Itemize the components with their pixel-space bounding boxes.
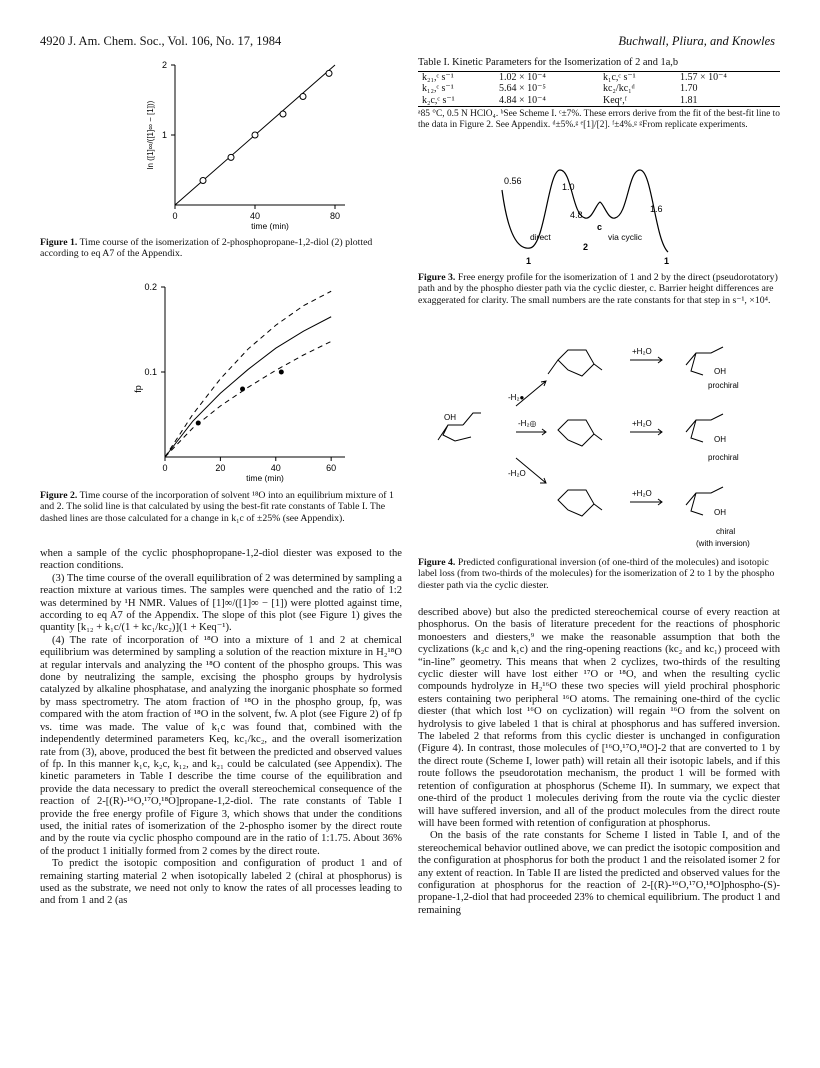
x-tick-label: 0 (172, 211, 178, 221)
oh-label: OH (714, 435, 726, 444)
x-axis-label: time (min) (251, 221, 289, 231)
y-tick-label: 2 (161, 60, 167, 70)
running-header-left: 4920 J. Am. Chem. Soc., Vol. 106, No. 17, 1984 (40, 34, 282, 48)
chiral-sub-label: (with inversion) (696, 539, 750, 548)
table-cell: 1.57 × 10⁻⁴ (679, 71, 727, 83)
data-point (252, 132, 258, 138)
loss-label: -H₂◎ (518, 419, 537, 428)
running-header-right: Buchwall, Pliura, and Knowles (618, 34, 775, 48)
energy-curve (502, 170, 668, 252)
dashed-series-line (165, 291, 331, 457)
figure3-caption-text: Free energy profile for the isomerization of 1 and 2 by the direct (pseudorotatory) path and by the phospho diester path via the cyclic diester, c. Barrier height differences are exaggerated for clarity. The small numbers are the rate constants for that step in s⁻¹, ×10⁴. (418, 272, 778, 306)
figure1-caption (40, 237, 402, 260)
figure2-caption-label: Figure 2. (40, 490, 78, 501)
x-tick-label: 60 (326, 463, 337, 473)
rate-label: 4.8 (570, 210, 583, 220)
table-cell: k₁₂,ᶜ s⁻¹ (422, 83, 454, 95)
x-tick-label: 40 (270, 463, 281, 473)
table-cell: 5.64 × 10⁻⁵ (499, 83, 546, 95)
figure4-caption (418, 557, 780, 591)
table1-footnote: ᵃ85 °C, 0.5 N HClO₄. ᵇSee Scheme I. ᶜ±7%. These errors derive from the fit of the best-fit line to the data in Figure 2. See Appendix. ᵈ±5%.ᵍ ᵉ[1]/[2]. ᶠ±4%.ᵍ ᵍFrom replicate experiments. (418, 109, 780, 131)
table-cell: k₂₁,ᶜ s⁻¹ (422, 71, 454, 83)
oh-label: OH (714, 508, 726, 517)
cyclic-diester-bottom (558, 490, 602, 516)
water-label: +H₂O (632, 489, 652, 498)
table1 (418, 57, 780, 131)
prochiral-label: prochiral (708, 381, 739, 390)
figure4-caption-label: Figure 4. (418, 557, 456, 568)
left-column-text (40, 548, 402, 908)
table-cell: 4.84 × 10⁻⁴ (499, 94, 546, 106)
rate-label: 0.56 (504, 176, 522, 186)
figure1-plot (130, 55, 360, 235)
paragraph: To predict the isotopic composition and configuration of product 1 and of remaining starting material 2 when isotopically labeled 2 (chiral at phosphorus) is used as the substrate, we need not only to know the rates of all processes leading to and from 1 and 2 (as (40, 858, 402, 907)
data-point (200, 178, 206, 184)
water-label: +H₂O (632, 419, 652, 428)
arrow-top-right (630, 357, 662, 363)
cyclic-diester-top (548, 350, 602, 376)
paragraph: when a sample of the cyclic phosphopropane-1,2-diol diester was exposed to the reaction conditions. (40, 548, 402, 572)
data-point (240, 387, 245, 392)
rate-label: 1.6 (650, 204, 663, 214)
data-point (326, 70, 332, 76)
species-label: 1 (526, 256, 532, 266)
species-label: c (597, 222, 603, 232)
data-point (280, 111, 286, 117)
paragraph: On the basis of the rate constants for Scheme I listed in Table I, and of the stereochemical behavior outlined above, we can predict the isotopic composition and the configuration at phosphorus for both the product 1 and the reisolated isomer 2 for any extent of reaction. In Table II are listed the predicted and observed values for the configuration at phosphorus for the reaction of 2-[(R)-¹⁶O,¹⁷O,¹⁸O]phospho-(S)-propane-1,2-diol that had proceeded 23% to chemical equilibrium. The product 1 and remaining (418, 830, 780, 916)
paragraph: (3) The time course of the overall equilibration of 2 was determined by sampling a reaction mixture at various times. The samples were quenched and the ratio of 1:2 was determined by ¹H NMR. Values of [1]∞/([1]∞ − [1]) were plotted against time, according to eq A7 of the Appendix. The slope of this plot (see Figure 1) gives the quantity [k₁₂ + k₁c/(1 + kc₁/kc₂)](1 + Keq⁻¹). (40, 572, 402, 634)
species-label: 2 (583, 242, 589, 252)
x-axis-label: time (min) (246, 473, 284, 483)
arrow-middle-right (630, 429, 662, 435)
right-column-text (418, 607, 780, 917)
table-cell: 1.81 (679, 94, 698, 106)
chiral-label: chiral (716, 527, 736, 536)
table-cell: Keqᵉ,ᶠ (602, 94, 627, 106)
paragraph: (4) The rate of incorporation of ¹⁸O into a mixture of 1 and 2 at chemical equilibrium was determined by sampling a solution of the reaction mixture in H₂¹⁸O at regular intervals and analyzing the ¹⁸O content of the phospho groups. This was done by neutralizing the sample, excising the phospho groups by hydrolysis catalyzed by alkaline phosphatase, and analyzing the inorganic phosphate so formed by mass spectrometry. The atom fraction of ¹⁸O in the phospho group, fp, was compared with the atom fraction of ¹⁸O in the solvent, fw. A plot (see Figure 2) of fp vs. time was made. The value of k₁c was found that, combined with the independently determined parameters Keq, kc₁/kc₂, and the overall isomerization rate from (3), above, produced the best fit between the predicted and observed values of fp. In this manner k₁c, k₂c, k₁₂, and k₂₁ could be calculated (see Appendix). The kinetic parameters in Table I describe the time course of the equilibration and provide the data necessary to predict the overall stereochemical consequence of the reaction of 2-[(R)-¹⁶O,¹⁷O,¹⁸O]propane-1,2-diol. The rate constants of Table I provide the free energy profile of Figure 3, which shows that under the conditions used, the initial rates of isomerization of the 2-phospho isomer by the direct route and by the route via cyclic phospho compound are in the ratio of 1:1.75. About 36% of the product 1 initially formed from 2 comes by the direct route. (40, 634, 402, 857)
path-label-via-cyclic: via cyclic (608, 232, 643, 242)
figure1-caption-text: Time course of the isomerization of 2-phosphopropane-1,2-diol (2) plotted according to eq A7 of the Appendix. (40, 237, 373, 260)
table-row (418, 83, 780, 95)
table-cell: 1.02 × 10⁻⁴ (499, 71, 546, 83)
arrow-bottom-right (630, 499, 662, 505)
figure4-caption-text: Predicted configurational inversion (of one-third of the molecules) and isotopic label loss (from two-thirds of the molecules) for the isomerization of 2 to 1 by the phospho diester path via the cyclic diester. (418, 557, 775, 591)
figure3-energy-profile (490, 160, 690, 270)
data-point (300, 94, 306, 100)
dashed-series-line (165, 341, 331, 457)
loss-label: -H₂● (508, 393, 525, 402)
water-label: +H₂O (632, 347, 652, 356)
figure1-caption-label: Figure 1. (40, 237, 78, 248)
table-cell: k₁c,ᶜ s⁻¹ (602, 71, 636, 83)
table-cell: kc₂/kc₁ᵈ (602, 83, 635, 95)
prochiral-label: prochiral (708, 453, 739, 462)
arrow-middle (516, 429, 546, 435)
x-tick-label: 80 (329, 211, 341, 221)
figure4-scheme (418, 320, 780, 555)
table-row (418, 72, 780, 84)
rate-label: 1.0 (562, 182, 575, 192)
data-point (279, 370, 284, 375)
figure3-caption-label: Figure 3. (418, 272, 456, 283)
cyclic-diester-middle (558, 420, 602, 446)
table1-body (418, 72, 780, 107)
figure2-caption (40, 490, 402, 524)
oh-label: OH (714, 367, 726, 376)
x-tick-label: 20 (215, 463, 226, 473)
figure3-caption (418, 272, 780, 306)
paragraph: described above) but also the predicted stereochemical course of every reaction at phosphorus. On the basis of literature precedent for the reactions of phosphoric monoesters and diesters,⁹ we make the reasonable assumption that both the cyclizations (k₂c and k₁c) and the ring-opening reactions (kc₂ and kc₁) proceed with “in-line” geometry. This means that when 2 cyclizes, two-thirds of the resulting cyclic diester will have lost either ¹⁷O or ¹⁸O, and when the resulting cyclic compounds hydrolyze in H₂¹⁶O these two species will yield prochiral phosphoric esters containing two peripheral ¹⁶O atoms. The remaining one-third of the cyclic diester (that which lost ¹⁶O on cyclization) will regain ¹⁶O from the solvent on hydrolysis to give labeled 1 that is chiral at phosphorus and has suffered inversion. The labeled 2 that reforms from this cyclic diester is unchanged in configuration (Figure 4). In contrast, those molecules of [¹⁶O,¹⁷O,¹⁸O]-2 that are converted to 1 by the direct route (Scheme I, lower path) will retain all their isotopic labels, and if this route follows the pseudorotation mechanism, the product 1 will be formed with retention of configuration at phosphorus (Scheme II). In summary, we expect that one-third of the product 1 molecules deriving from the route via the cyclic diester will have suffered inversion, and all of the product molecules from the direct route will have been formed with retention of configuration at phosphorus. (418, 607, 780, 829)
y-axis-label: ln ([1]∞/([1]∞ − [1])) (146, 100, 155, 170)
y-tick-label: 0.2 (144, 282, 157, 292)
figure2-caption-text: Time course of the incorporation of solvent ¹⁸O into an equilibrium mixture of 1 and 2. The solid line is that calculated by using the best-fit rate constants of Table I. The dashed lines are those calculated for a change in k₁c of ±25% (see Appendix). (40, 490, 394, 524)
table-cell: 1.70 (679, 83, 698, 95)
table-row (418, 95, 780, 107)
path-label-direct: direct (530, 232, 551, 242)
table1-title: Table I. Kinetic Parameters for the Isomerization of 2 and 1a,b (418, 57, 679, 68)
loss-label: -H₂O (508, 469, 526, 478)
table-cell: k₂c,ᶜ s⁻¹ (422, 94, 455, 106)
y-tick-label: 1 (161, 130, 167, 140)
y-tick-label: 0.1 (144, 367, 157, 377)
y-axis-label: fp (133, 385, 143, 393)
species-label: 1 (664, 256, 670, 266)
oh-label: OH (444, 413, 456, 422)
x-tick-label: 40 (249, 211, 261, 221)
figure2-plot (120, 272, 360, 487)
data-point (196, 421, 201, 426)
x-tick-label: 0 (162, 463, 168, 473)
data-point (228, 154, 234, 160)
